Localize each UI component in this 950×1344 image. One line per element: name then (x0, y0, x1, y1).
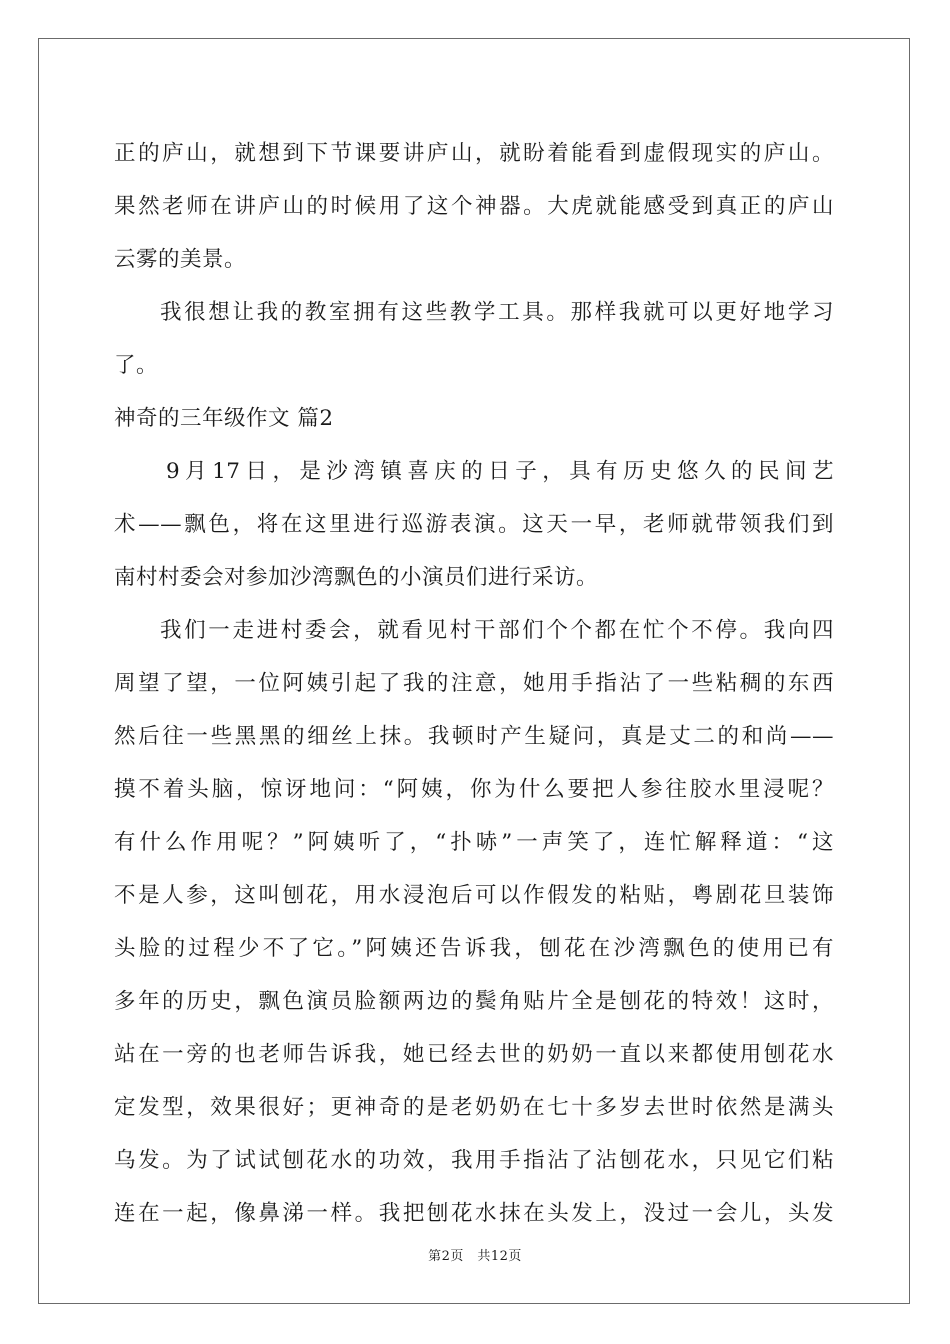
text-line: 定发型，效果很好；更神奇的是老奶奶在七十多岁去世时依然是满头 (114, 1095, 834, 1120)
section-heading: 神奇的三年级作文 篇2 (114, 406, 334, 431)
text-line: 我们一走进村委会，就看见村干部们个个都在忙个不停。我向四 (160, 618, 834, 643)
text-line: 不是人参，这叫刨花，用水浸泡后可以作假发的粘贴，粤剧花旦装饰 (114, 883, 834, 908)
text-line: 有什么作用呢？”阿姨听了，“扑哧”一声笑了，连忙解释道：“这 (114, 830, 834, 855)
text-line: 站在一旁的也老师告诉我，她已经去世的奶奶一直以来都使用刨花水 (114, 1042, 834, 1067)
text-line: 云雾的美景。 (114, 247, 247, 272)
text-line: 然后往一些黑黑的细丝上抹。我顿时产生疑问，真是丈二的和尚—— (114, 724, 834, 749)
text-line: 果然老师在讲庐山的时候用了这个神器。大虎就能感受到真正的庐山 (114, 194, 834, 219)
text-line: 了。 (114, 353, 159, 378)
text-line: 多年的历史，飘色演员脸额两边的鬓角贴片全是刨花的特效！这时， (114, 989, 834, 1014)
text-line: 乌发。为了试试刨花水的功效，我用手指沾了沾刨花水，只见它们粘 (114, 1148, 834, 1173)
text-line: 连在一起，像鼻涕一样。我把刨花水抹在头发上，没过一会儿，头发 (114, 1201, 834, 1226)
document-body (114, 127, 834, 1240)
text-line: 头脸的过程少不了它。”阿姨还告诉我，刨花在沙湾飘色的使用已有 (114, 936, 834, 961)
text-line: 我很想让我的教室拥有这些教学工具。那样我就可以更好地学习 (160, 300, 834, 325)
text-line: 术——飘色，将在这里进行巡游表演。这天一早，老师就带领我们到 (114, 512, 834, 537)
text-line: 正的庐山，就想到下节课要讲庐山，就盼着能看到虚假现实的庐山。 (114, 141, 834, 166)
text-line: 9月17日，是沙湾镇喜庆的日子，具有历史悠久的民间艺 (166, 459, 834, 484)
text-line: 摸不着头脑，惊讶地问：“阿姨，你为什么要把人参往胶水里浸呢？ (114, 777, 834, 802)
text-line: 周望了望，一位阿姨引起了我的注意，她用手指沾了一些粘稠的东西 (114, 671, 834, 696)
text-line: 南村村委会对参加沙湾飘色的小演员们进行采访。 (114, 565, 599, 590)
page-number-footer: 第2页 共12页 (428, 1249, 522, 1264)
